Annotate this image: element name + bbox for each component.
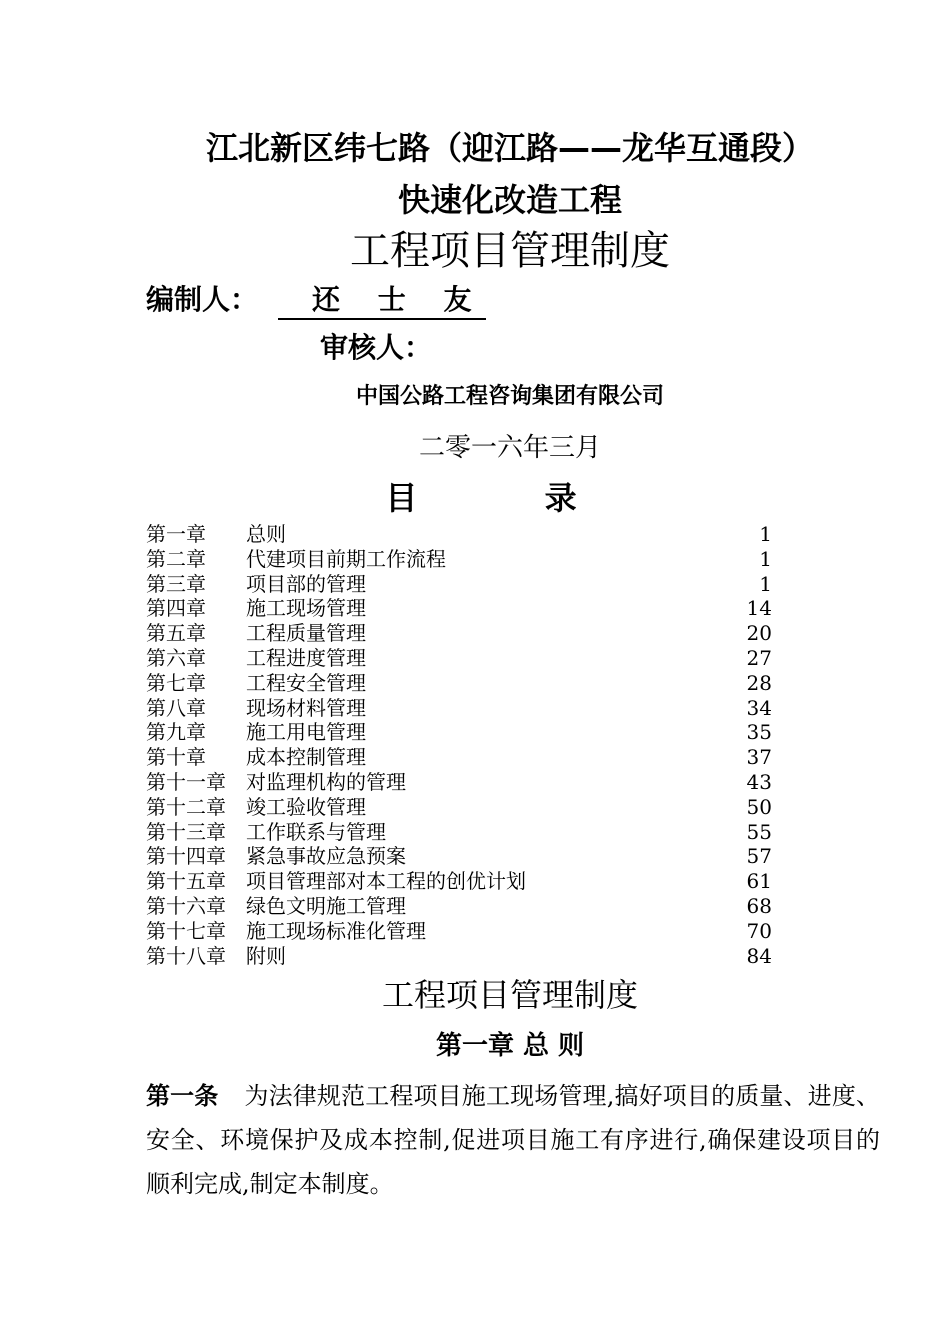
toc-title: 绿色文明施工管理 — [246, 893, 406, 918]
document-title: 工程项目管理制度 — [381, 976, 638, 1014]
toc-row — [146, 894, 772, 919]
toc-page: 55 — [746, 819, 772, 844]
toc-chapter: 第十六章 — [146, 893, 226, 918]
toc-chapter: 第十七章 — [146, 918, 226, 943]
toc-chapter: 第七章 — [146, 670, 206, 695]
toc-row — [146, 572, 772, 597]
toc-chapter: 第三章 — [146, 571, 206, 596]
toc-title: 工程进度管理 — [246, 645, 366, 670]
toc-chapter: 第十一章 — [146, 769, 226, 794]
toc-title: 附则 — [246, 943, 286, 968]
compiler-label: 编制人： — [146, 283, 259, 316]
toc-page: 57 — [746, 844, 772, 869]
toc-page: 43 — [746, 769, 772, 794]
toc-chapter: 第八章 — [146, 695, 206, 720]
toc-title: 项目部的管理 — [246, 571, 366, 596]
toc-title: 总则 — [246, 522, 286, 546]
toc-row — [146, 696, 772, 721]
document-date: 二零一六年三月 — [418, 433, 601, 463]
toc-page: 84 — [746, 943, 772, 968]
toc-title: 项目管理部对本工程的创优计划 — [246, 869, 526, 894]
toc-title: 成本控制管理 — [246, 745, 366, 770]
toc-page: 28 — [746, 670, 772, 695]
toc-row — [146, 547, 772, 572]
toc-title: 施工现场标准化管理 — [246, 918, 426, 943]
toc-page: 34 — [746, 695, 772, 720]
article-label: 第一条 — [146, 1082, 219, 1110]
toc-chapter: 第十二章 — [146, 794, 226, 819]
toc-row — [146, 919, 772, 944]
toc-row — [146, 820, 772, 845]
toc-page: 14 — [746, 596, 772, 621]
toc-row — [146, 869, 772, 894]
toc-title: 工程质量管理 — [246, 621, 366, 646]
toc-heading: 目 录 — [385, 479, 635, 517]
toc-chapter: 第六章 — [146, 645, 206, 670]
toc-row — [146, 795, 772, 820]
toc-chapter: 第十章 — [146, 745, 206, 770]
toc-chapter: 第五章 — [146, 621, 206, 646]
cover-title-line2: 快速化改造工程 — [397, 181, 622, 219]
toc-title: 施工用电管理 — [246, 720, 366, 745]
toc-row — [146, 596, 772, 621]
toc-row — [146, 720, 772, 745]
toc-chapter: 第二章 — [146, 546, 206, 571]
toc-title: 竣工验收管理 — [246, 794, 366, 819]
toc-row — [146, 745, 772, 770]
toc-chapter: 第九章 — [146, 720, 206, 745]
toc-row — [146, 770, 772, 795]
toc-page: 1 — [759, 546, 772, 571]
compiler-row — [146, 282, 486, 320]
toc-row — [146, 646, 772, 671]
toc-title: 紧急事故应急预案 — [246, 844, 406, 869]
toc-title: 对监理机构的管理 — [246, 769, 406, 794]
compiler-name: 还 士 友 — [278, 282, 486, 320]
cover-title-line3: 工程项目管理制度 — [350, 228, 670, 274]
toc-row — [146, 621, 772, 646]
toc-title: 施工现场管理 — [246, 596, 366, 621]
toc-chapter: 第四章 — [146, 596, 206, 621]
toc-page: 1 — [759, 571, 772, 596]
article-text: 为法律规范工程项目施工现场管理,搞好项目的质量、进度、安全、环境保护及成本控制,促进项目施工有序进行,确保建设项目的顺利完成,制定本制度。 — [146, 1082, 880, 1198]
toc-row — [146, 844, 772, 869]
toc-chapter: 第十三章 — [146, 819, 226, 844]
toc-page: 61 — [746, 869, 772, 894]
cover-title-line1: 江北新区纬七路（迎江路——龙华互通段） — [205, 129, 814, 167]
toc-page: 1 — [759, 522, 772, 546]
chapter-heading: 第一章 总 则 — [435, 1031, 585, 1061]
table-of-contents — [146, 522, 772, 968]
toc-page: 50 — [746, 794, 772, 819]
toc-page: 37 — [746, 745, 772, 770]
toc-row — [146, 944, 772, 969]
toc-page: 27 — [746, 645, 772, 670]
toc-chapter: 第十八章 — [146, 943, 226, 968]
article-paragraph — [146, 1074, 880, 1206]
toc-row — [146, 671, 772, 696]
toc-page: 35 — [746, 720, 772, 745]
company-name: 中国公路工程咨询集团有限公司 — [355, 384, 664, 409]
toc-page: 68 — [746, 893, 772, 918]
toc-chapter: 第十四章 — [146, 844, 226, 869]
reviewer-label: 审核人： — [320, 331, 433, 364]
toc-chapter: 第十五章 — [146, 869, 226, 894]
toc-title: 工作联系与管理 — [246, 819, 386, 844]
toc-title: 代建项目前期工作流程 — [246, 546, 446, 571]
toc-title: 现场材料管理 — [246, 695, 366, 720]
toc-page: 20 — [746, 621, 772, 646]
toc-chapter: 第一章 — [146, 522, 206, 546]
toc-row — [146, 522, 772, 547]
toc-page: 70 — [746, 918, 772, 943]
toc-title: 工程安全管理 — [246, 670, 366, 695]
